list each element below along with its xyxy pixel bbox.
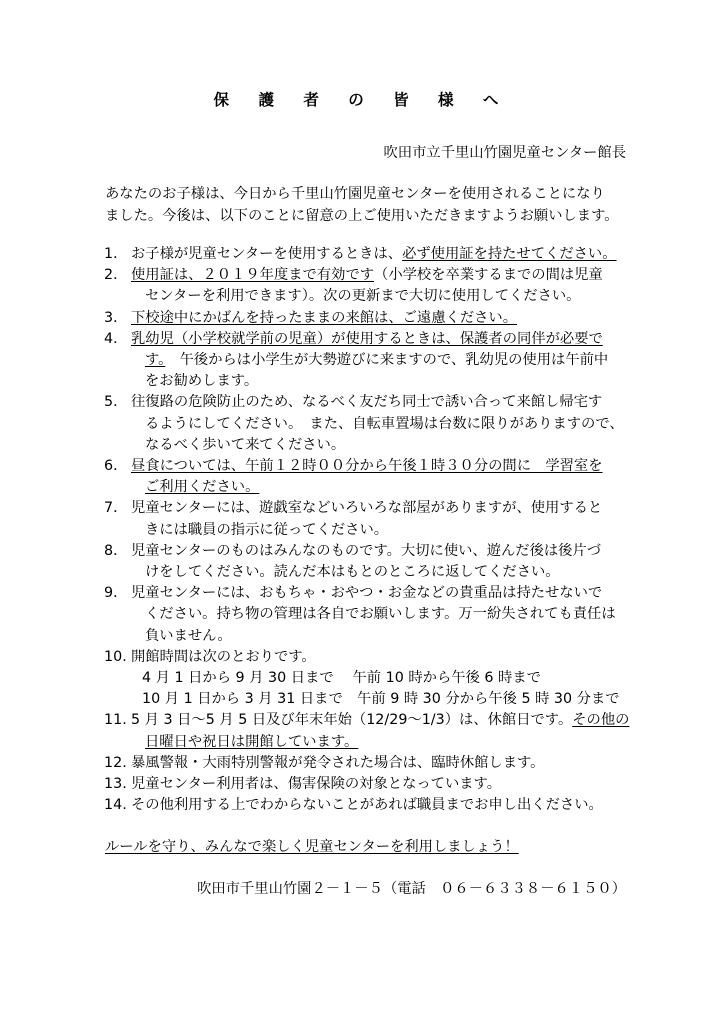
- item-text: 往復路の危険防止のため、なるべく友だち同士で誘い合って来館し帰宅す: [131, 394, 603, 411]
- item-number: 11.: [104, 712, 127, 729]
- item-text: （小学校を卒業するまでの間は児童: [374, 267, 603, 284]
- list-item: [104, 498, 629, 540]
- item-number: 3．: [104, 309, 128, 326]
- item-text: 暴風警報・大雨特別警報が発令された場合は、臨時休館します。: [131, 754, 545, 771]
- item-text-underlined: す。: [145, 352, 166, 369]
- item-text-underlined: その他の: [572, 712, 630, 729]
- list-item: [104, 265, 629, 307]
- list-item: [104, 329, 629, 393]
- item-text-underlined: 必ず使用証を持たせてください。: [402, 246, 617, 262]
- list-item: [104, 308, 629, 329]
- item-text-underlined: 日曜日や祝日は開館しています。: [145, 733, 359, 750]
- list-item: [104, 583, 629, 647]
- item-text: 児童センターには、おもちゃ・おやつ・お金などの貴重品は持たせないで: [131, 585, 603, 602]
- closing-message: ルールを守り、みんなで楽しく児童センターを利用しましょう！: [105, 839, 519, 855]
- item-text: きには職員の指示に従ってください。: [145, 521, 389, 538]
- item-number: 10.: [104, 648, 127, 665]
- item-text: 児童センター利用者は、傷害保険の対象となっています。: [131, 776, 501, 793]
- item-text: 児童センターには、遊戯室などいろいろな部屋がありますが、使用すると: [131, 500, 603, 517]
- item-text: お子様が児童センターを使用するときは、: [131, 246, 403, 262]
- list-item: [104, 541, 629, 583]
- item-number: 5．: [104, 394, 128, 411]
- address-line: 吹田市千里山竹園２－１－５（電話 ０６－６３３８－６１５０）: [197, 881, 626, 897]
- page-title: 保 護 者 の 皆 様 へ: [213, 91, 511, 109]
- item-text: なるべく歩いて来てください。: [145, 436, 346, 453]
- item-text-underlined: 昼食については、午前１２時００分から午後１時３０分の間に 学習室を: [131, 458, 603, 475]
- opening-hours-line: 10 月 1 日から 3 月 31 日まで 午前 9 時 30 分から午後 5 時 30 分まで: [142, 691, 620, 708]
- intro-line: ました。今後は、以下のことに留意の上ご使用いただきますようお願いします。: [105, 208, 619, 224]
- item-number: 12.: [104, 754, 127, 771]
- item-text-underlined: 下校途中にかばんを持ったままの来館は、ご遠慮ください。: [131, 309, 518, 326]
- item-text: ください。持ち物の管理は各自でお願いします。万一紛失されても責任は: [145, 606, 616, 623]
- item-text: センターを利用できます）。次の更新まで大切に使用してください。: [145, 288, 581, 305]
- item-text-underlined: 乳幼児（小学校就学前の児童）が使用するときは、保護者の同伴が必要で: [131, 330, 603, 347]
- item-number: 2．: [104, 267, 128, 284]
- item-number: 9．: [104, 585, 128, 602]
- list-item: [104, 710, 629, 752]
- item-number: 14.: [104, 797, 127, 814]
- item-text: 開館時間は次のとおりです。: [131, 648, 316, 665]
- item-text: 午後からは小学生が大勢遊びに来ますので、乳幼児の使用は午前中: [165, 352, 609, 369]
- sender-line: 吹田市立千里山竹園児童センター館長: [383, 145, 626, 161]
- item-text: るようにしてください。 また、自転車置場は台数に限りがありますので、: [145, 415, 624, 432]
- item-text-underlined: 使用証は、２０１９年度まで有効です: [131, 267, 375, 284]
- list-item: [104, 753, 629, 774]
- list-item: [104, 795, 629, 816]
- list-item: [104, 456, 629, 498]
- item-number: 4．: [104, 330, 128, 347]
- item-text-underlined: ご利用ください。: [145, 479, 260, 496]
- list-item: [104, 647, 629, 711]
- list-item: [104, 244, 629, 265]
- intro-paragraph: [105, 183, 619, 227]
- item-text: をお勧めします。: [145, 373, 259, 390]
- item-text: 5 月 3 日～5 月 5 日及び年末年始（12/29～1/3）は、休館日です。: [131, 712, 573, 729]
- item-text: 負いません。: [145, 627, 232, 644]
- opening-hours-line: 4 月 1 日から 9 月 30 日まで 午前 10 時から午後 6 時まで: [142, 670, 541, 687]
- item-text: けをしてください。読んだ本はもとのところに返してください。: [145, 564, 560, 581]
- item-text: 児童センターのものはみんなのものです。大切に使い、遊んだ後は後片づ: [131, 542, 602, 559]
- item-number: 13.: [104, 776, 127, 793]
- list-item: [104, 392, 629, 456]
- item-text: その他利用する上でわからないことがあれば職員までお申し出ください。: [131, 797, 603, 814]
- item-number: 1．: [104, 246, 128, 262]
- item-number: 7．: [104, 500, 128, 517]
- rules-list: [104, 244, 629, 816]
- item-number: 6．: [104, 458, 128, 475]
- intro-line: あなたのお子様は、今日から千里山竹園児童センターを使用されることになり: [105, 186, 605, 202]
- list-item: [104, 774, 629, 795]
- item-number: 8．: [104, 542, 128, 559]
